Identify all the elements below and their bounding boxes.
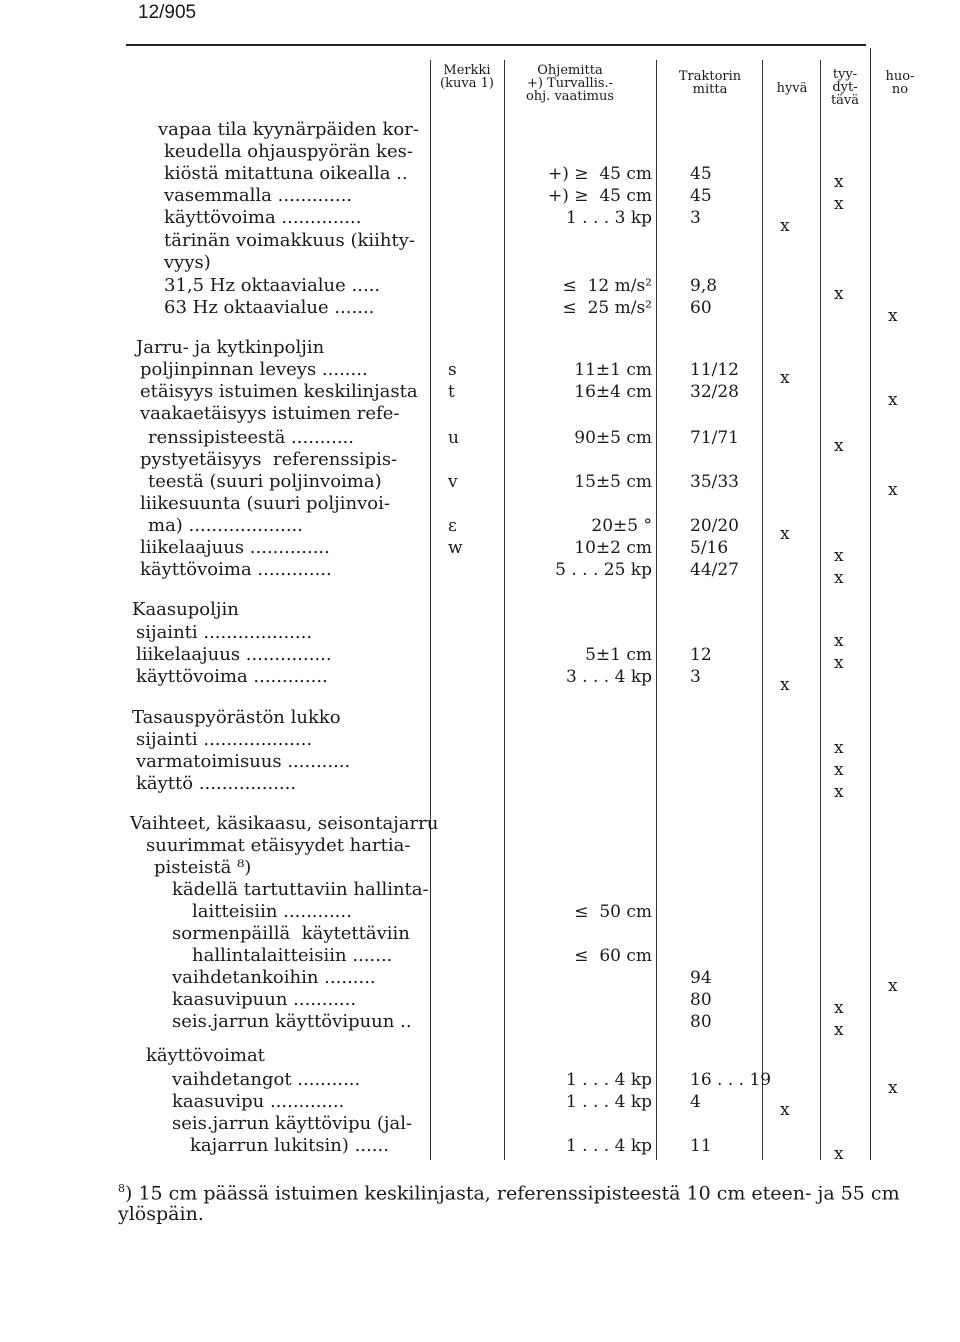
merkki-cell: s	[448, 360, 457, 380]
row-label: käyttövoima ..............	[164, 207, 362, 228]
column-divider	[820, 60, 821, 1160]
header-huono: huo- no	[885, 69, 915, 97]
row-label: sormenpäillä käytettäviin	[172, 923, 410, 944]
rating-mark-tyydyttava: x	[834, 568, 844, 588]
row-label: liikelaajuus ..............	[140, 537, 330, 558]
footnote-marker: 8	[118, 1182, 125, 1195]
ohjemitta-cell: ≤ 12 m/s²	[562, 276, 652, 296]
row-label: poljinpinnan leveys ........	[140, 359, 368, 380]
ohjemitta-cell: 20±5 °	[591, 516, 652, 536]
row-label: liikesuunta (suuri poljinvoi-	[140, 493, 390, 514]
merkki-cell: v	[448, 472, 458, 492]
traktorin-mitta-cell: 3	[690, 208, 701, 228]
ohjemitta-cell: 11±1 cm	[574, 360, 652, 380]
footnote: $^8$) 15 cm päässä istuimen keskilinjasta, referenssipisteestä 10 cm eteen- ja 55 cm ylöspäin.	[118, 1182, 900, 1226]
traktorin-mitta-cell: 12	[690, 645, 712, 665]
ohjemitta-cell: 1 . . . 4 kp	[565, 1136, 652, 1156]
rating-mark-tyydyttava: x	[834, 172, 844, 192]
row-label: Tasauspyörästön lukko	[132, 707, 341, 728]
column-divider	[870, 48, 871, 1160]
traktorin-mitta-cell: 4	[690, 1092, 701, 1112]
column-divider	[430, 60, 431, 1160]
row-label: vapaa tila kyynärpäiden kor-	[158, 119, 419, 140]
rating-mark-tyydyttava: x	[834, 1020, 844, 1040]
traktorin-mitta-cell: 11	[690, 1136, 712, 1156]
row-label: suurimmat etäisyydet hartia-	[146, 835, 411, 856]
merkki-cell: w	[448, 538, 463, 558]
row-label: käyttövoima .............	[136, 666, 328, 687]
rating-mark-tyydyttava: x	[834, 546, 844, 566]
rating-mark-hyva: x	[780, 1100, 790, 1120]
rating-mark-tyydyttava: x	[834, 1144, 844, 1164]
row-label: kiöstä mitattuna oikealla ..	[164, 163, 408, 184]
rating-mark-tyydyttava: x	[834, 436, 844, 456]
row-label: teestä (suuri poljinvoima)	[148, 471, 382, 492]
row-label: kaasuvipuun ...........	[172, 989, 357, 1010]
row-label: seis.jarrun käyttövipuun ..	[172, 1011, 412, 1032]
traktorin-mitta-cell: 60	[690, 298, 712, 318]
merkki-cell: t	[448, 382, 455, 402]
traktorin-mitta-cell: 16 . . . 19	[690, 1070, 772, 1090]
rating-mark-tyydyttava: x	[834, 760, 844, 780]
row-label: keudella ohjauspyörän kes-	[164, 141, 413, 162]
row-label: liikelaajuus ...............	[136, 644, 332, 665]
row-label: vaihdetangot ...........	[172, 1069, 361, 1090]
rating-mark-huono: x	[888, 306, 898, 326]
page-number: 12/905	[138, 2, 197, 23]
row-label: Jarru- ja kytkinpoljin	[136, 337, 325, 358]
footnote-text: 15 cm päässä istuimen keskilinjasta, referenssipisteestä 10 cm eteen- ja 55 cm ylöspäin.	[118, 1182, 900, 1226]
ohjemitta-cell: +) ≥ 45 cm	[547, 164, 652, 184]
rating-mark-hyva: x	[780, 524, 790, 544]
row-label: käyttövoima .............	[140, 559, 332, 580]
traktorin-mitta-cell: 5/16	[690, 538, 729, 558]
header-merkki: Merkki (kuva 1)	[440, 63, 494, 91]
row-label: Kaasupoljin	[132, 599, 239, 620]
header-tyydyttava: tyy- dyt- tävä	[830, 67, 860, 108]
row-label: pystyetäisyys referenssipis-	[140, 449, 398, 470]
ohjemitta-cell: 90±5 cm	[574, 428, 652, 448]
ohjemitta-cell: ≤ 25 m/s²	[562, 298, 652, 318]
ohjemitta-cell: 5 . . . 25 kp	[555, 560, 652, 580]
traktorin-mitta-cell: 94	[690, 968, 712, 988]
top-rule	[126, 44, 866, 46]
row-label: käyttövoimat	[146, 1045, 265, 1066]
rating-mark-tyydyttava: x	[834, 782, 844, 802]
traktorin-mitta-cell: 3	[690, 667, 701, 687]
row-label: vyys)	[164, 252, 211, 273]
traktorin-mitta-cell: 71/71	[690, 428, 739, 448]
rating-mark-tyydyttava: x	[834, 738, 844, 758]
rating-mark-huono: x	[888, 390, 898, 410]
rating-mark-tyydyttava: x	[834, 631, 844, 651]
row-label: käyttö .................	[136, 773, 297, 794]
column-divider	[762, 60, 763, 1160]
row-label: vaakaetäisyys istuimen refe-	[140, 403, 400, 424]
rating-mark-hyva: x	[780, 216, 790, 236]
row-label: 63 Hz oktaavialue .......	[164, 297, 375, 318]
row-label: kajarrun lukitsin) ......	[190, 1135, 389, 1156]
traktorin-mitta-cell: 45	[690, 164, 712, 184]
traktorin-mitta-cell: 44/27	[690, 560, 739, 580]
merkki-cell: ε	[448, 516, 457, 536]
row-label: vasemmalla .............	[164, 185, 353, 206]
ohjemitta-cell: 1 . . . 4 kp	[565, 1070, 652, 1090]
ohjemitta-cell: +) ≥ 45 cm	[547, 186, 652, 206]
ohjemitta-cell: 15±5 cm	[574, 472, 652, 492]
header-traktorin: Traktorin mitta	[678, 69, 742, 97]
row-label: tärinän voimakkuus (kiihty-	[164, 230, 416, 251]
rating-mark-tyydyttava: x	[834, 653, 844, 673]
traktorin-mitta-cell: 80	[690, 990, 712, 1010]
rating-mark-hyva: x	[780, 675, 790, 695]
traktorin-mitta-cell: 80	[690, 1012, 712, 1032]
traktorin-mitta-cell: 45	[690, 186, 712, 206]
rating-mark-huono: x	[888, 480, 898, 500]
row-label: 31,5 Hz oktaavialue .....	[164, 275, 381, 296]
traktorin-mitta-cell: 35/33	[690, 472, 739, 492]
row-label: pisteistä ⁸)	[154, 857, 252, 878]
column-divider	[656, 60, 657, 1160]
ohjemitta-cell: 16±4 cm	[574, 382, 652, 402]
header-hyva: hyvä	[776, 81, 808, 96]
row-label: laitteisiin ............	[192, 901, 352, 922]
row-label: vaihdetankoihin .........	[172, 967, 376, 988]
traktorin-mitta-cell: 20/20	[690, 516, 739, 536]
header-ohjemitta: Ohjemitta +) Turvallis.- ohj. vaatimus	[525, 63, 615, 104]
rating-mark-tyydyttava: x	[834, 998, 844, 1018]
row-label: seis.jarrun käyttövipu (jal-	[172, 1113, 413, 1134]
rating-mark-hyva: x	[780, 368, 790, 388]
row-label: hallintalaitteisiin .......	[192, 945, 393, 966]
row-label: kaasuvipu .............	[172, 1091, 345, 1112]
row-label: ma) ....................	[148, 515, 303, 536]
row-label: varmatoimisuus ...........	[136, 751, 351, 772]
ohjemitta-cell: ≤ 50 cm	[574, 902, 652, 922]
ohjemitta-cell: ≤ 60 cm	[574, 946, 652, 966]
row-label: kädellä tartuttaviin hallinta-	[172, 879, 429, 900]
ohjemitta-cell: 1 . . . 3 kp	[565, 208, 652, 228]
row-label: renssipisteestä ...........	[148, 427, 354, 448]
traktorin-mitta-cell: 9,8	[690, 276, 718, 296]
row-label: Vaihteet, käsikaasu, seisontajarru	[130, 813, 439, 834]
rating-mark-huono: x	[888, 1078, 898, 1098]
row-label: sijainti ...................	[136, 729, 313, 750]
ohjemitta-cell: 3 . . . 4 kp	[565, 667, 652, 687]
rating-mark-tyydyttava: x	[834, 284, 844, 304]
rating-mark-huono: x	[888, 976, 898, 996]
ohjemitta-cell: 1 . . . 4 kp	[565, 1092, 652, 1112]
row-label: etäisyys istuimen keskilinjasta	[140, 381, 418, 402]
row-label: sijainti ...................	[136, 622, 313, 643]
rating-mark-tyydyttava: x	[834, 194, 844, 214]
ohjemitta-cell: 5±1 cm	[585, 645, 652, 665]
column-divider	[504, 60, 505, 1160]
traktorin-mitta-cell: 11/12	[690, 360, 739, 380]
traktorin-mitta-cell: 32/28	[690, 382, 739, 402]
merkki-cell: u	[448, 428, 459, 448]
ohjemitta-cell: 10±2 cm	[574, 538, 652, 558]
